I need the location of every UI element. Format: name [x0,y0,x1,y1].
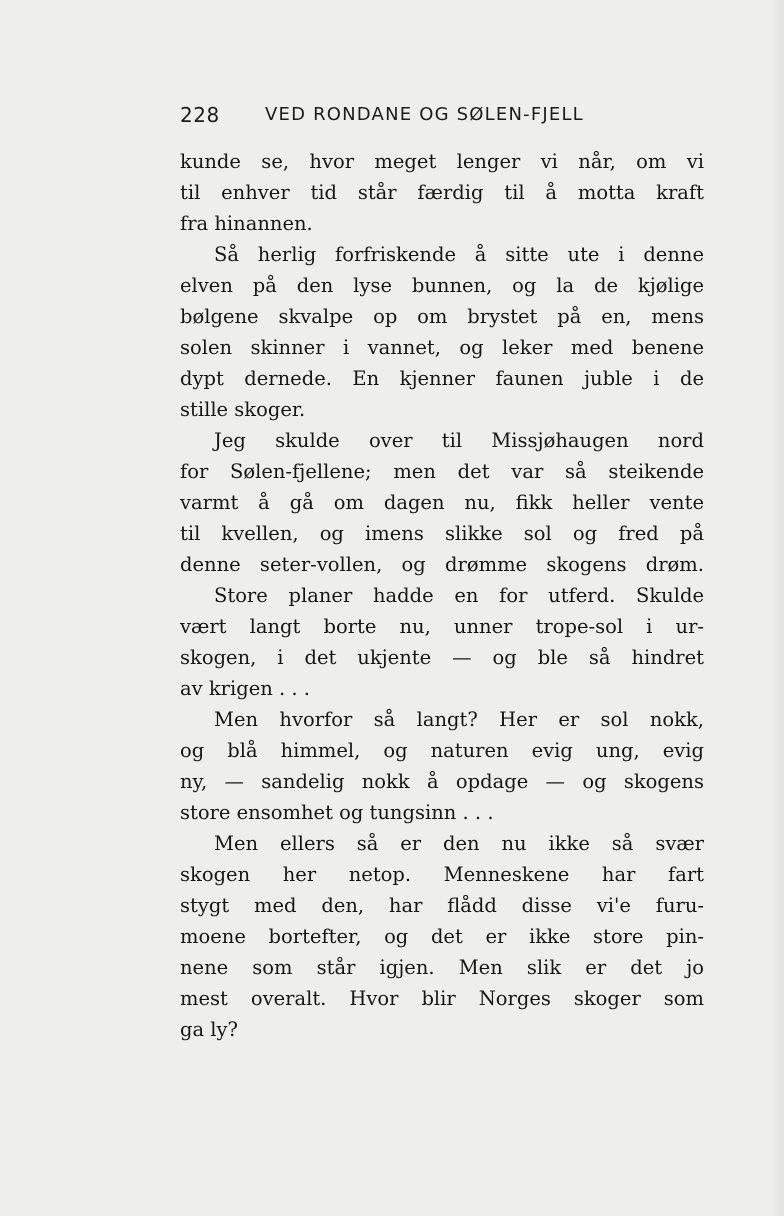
text-line: Så herlig forfriskende å sitte ute i denne [214,243,704,266]
text-line: solen skinner i vannet, og leker med benene [180,336,704,359]
text-line: ny, — sandelig nokk å opdage — og skogens [180,770,704,793]
text-line: stygt med den, har flådd disse vi'e furu- [180,894,704,917]
text-line: elven på den lyse bunnen, og la de kjølige [180,274,704,297]
text-line: varmt å gå om dagen nu, fikk heller vente [180,491,704,514]
page-edge-shadow [770,0,784,1216]
text-line: til enhver tid står færdig til å motta kraft [180,181,704,204]
text-line: Jeg skulde over til Missjøhaugen nord [214,429,704,452]
text-line: mest overalt. Hvor blir Norges skoger som [180,987,704,1010]
text-line: moene bortefter, og det er ikke store pin- [180,925,704,948]
text-line: Men ellers så er den nu ikke så svær [214,832,704,855]
text-line: og blå himmel, og naturen evig ung, evig [180,739,704,762]
text-line: store ensomhet og tungsinn . . . [180,801,494,824]
text-line: for Sølen-fjellene; men det var så steikende [180,460,704,483]
text-line: til kvellen, og imens slikke sol og fred på [180,522,704,545]
running-title: VED RONDANE OG SØLEN-FJELL [265,104,584,125]
text-line: fra hinannen. [180,212,313,235]
text-line: skogen her netop. Menneskene har fart [180,863,704,886]
page-number: 228 [180,103,220,127]
text-line: Store planer hadde en for utferd. Skulde [214,584,704,607]
text-line: skogen, i det ukjente — og ble så hindret [180,646,704,669]
body-text [180,146,704,1045]
text-line: av krigen . . . [180,677,310,700]
text-line: nene som står igjen. Men slik er det jo [180,956,704,979]
text-line: kunde se, hvor meget lenger vi når, om vi [180,150,704,173]
text-line: ga ly? [180,1018,239,1041]
text-line: denne seter-vollen, og drømme skogens drøm. [180,553,704,576]
text-line: bølgene skvalpe op om brystet på en, mens [180,305,704,328]
page-header [180,103,704,129]
text-line: Men hvorfor så langt? Her er sol nokk, [214,708,704,731]
text-line: vært langt borte nu, unner trope-sol i ur- [180,615,704,638]
text-line: stille skoger. [180,398,306,421]
text-line: dypt dernede. En kjenner faunen juble i de [180,367,704,390]
